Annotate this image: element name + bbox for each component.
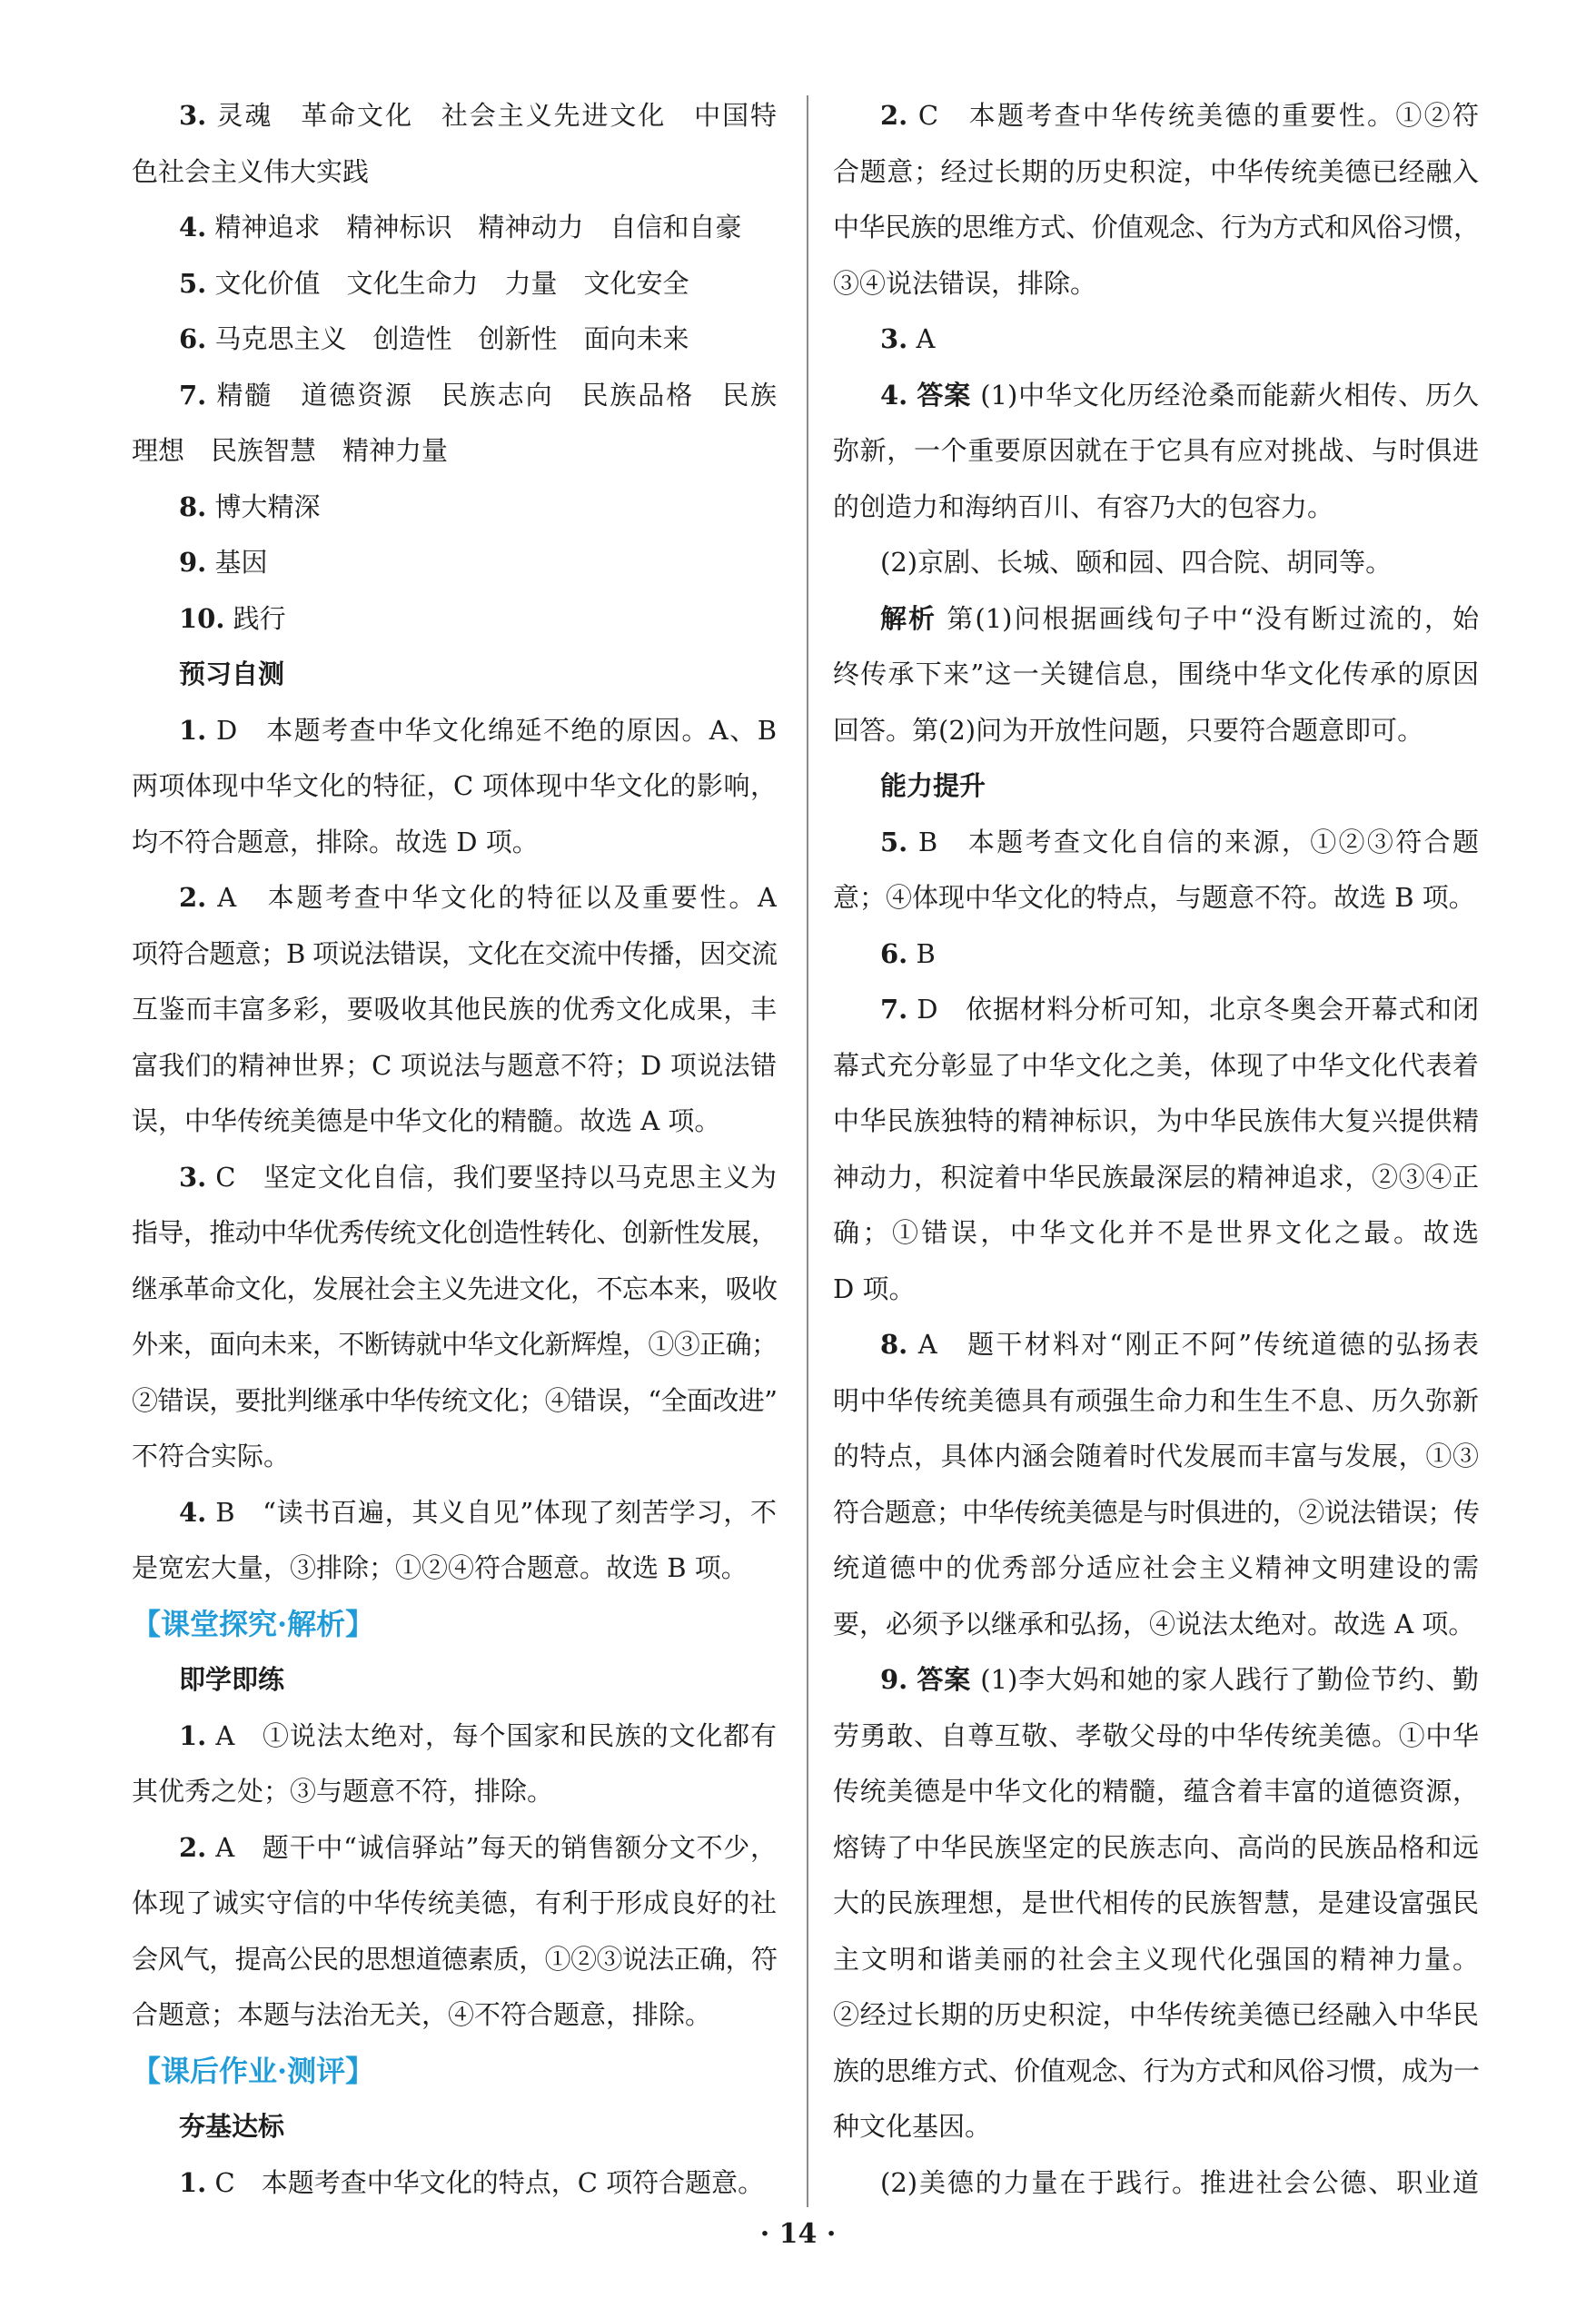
text-line xyxy=(132,423,777,480)
line-text: 是宽宏大量，③排除；①②④符合题意。故选 B 项。 xyxy=(132,1552,748,1583)
text-line xyxy=(833,1429,1479,1485)
text-line xyxy=(132,1987,777,2044)
line-text: 终传承下来”这一关键信息，围绕中华文化传承的原因 xyxy=(833,659,1479,689)
line-text: 确；①错误，中华文化并不是世界文化之最。故选 xyxy=(833,1217,1479,1248)
text-line xyxy=(132,1764,777,1820)
text-line xyxy=(132,144,777,201)
text-line xyxy=(132,982,777,1038)
line-text: B xyxy=(916,937,936,969)
text-line xyxy=(132,1373,777,1430)
text-line xyxy=(833,1987,1479,2044)
line-text: 的特点，具体内涵会随着时代发展而丰富与发展，①③ xyxy=(833,1441,1479,1471)
item-number: 1. xyxy=(179,714,207,746)
text-line xyxy=(833,144,1479,201)
line-text: ③④说法错误，排除。 xyxy=(833,267,1097,299)
text-line xyxy=(833,2099,1479,2155)
line-text: 会风气，提高公民的思想道德素质，①②③说法正确，符 xyxy=(132,1943,777,1975)
text-line xyxy=(132,1429,777,1485)
text-line xyxy=(833,1038,1479,1095)
line-text: ②错误，要批判继承中华传统文化；④错误，“全面改进” xyxy=(132,1384,777,1416)
answer-item-6 xyxy=(132,312,777,368)
line-text: A xyxy=(916,323,936,354)
answer-item-2 xyxy=(132,1820,777,1877)
line-text: 熔铸了中华民族坚定的民族志向、高尚的民族品格和远 xyxy=(833,1831,1479,1863)
line-text: (1)中华文化历经沧桑而能薪火相传、历久 xyxy=(980,379,1479,411)
text-line xyxy=(833,535,1479,591)
line-text: 传统美德是中华文化的精髓，蕴含着丰富的道德资源， xyxy=(833,1776,1479,1807)
text-line xyxy=(132,926,777,983)
item-number: 2. xyxy=(880,100,908,131)
text-line xyxy=(833,1150,1479,1206)
line-text: 族的思维方式、价值观念、行为方式和风俗习惯，成为一 xyxy=(833,2055,1479,2086)
text-line xyxy=(833,1485,1479,1541)
answer-item-10 xyxy=(132,591,777,648)
line-text: 不符合实际。 xyxy=(132,1441,291,1471)
line-text: C 本题考查中华传统美德的重要性。①②符 xyxy=(917,100,1479,131)
line-text: 符合题意；中华传统美德是与时俱进的，②说法错误；传 xyxy=(833,1496,1479,1528)
text-line xyxy=(833,423,1479,480)
line-text: 外来，面向未来，不断铸就中华文化新辉煌，①③正确； xyxy=(132,1329,777,1360)
page-number: · 14 · xyxy=(759,2218,837,2250)
line-text: 大的民族理想，是世代相传的民族智慧，是建设富强民 xyxy=(833,1887,1479,1918)
text-line xyxy=(132,1262,777,1318)
text-line xyxy=(132,1094,777,1150)
line-text: 统道德中的优秀部分适应社会主义精神文明建设的需 xyxy=(833,1552,1479,1583)
answer-item-2 xyxy=(132,870,777,926)
text-line xyxy=(132,1317,777,1373)
answer-label: 答案 xyxy=(917,1664,972,1695)
text-line xyxy=(132,1932,777,1988)
subsection-heading: 能力提升 xyxy=(880,770,986,801)
text-line xyxy=(833,647,1479,703)
text-line xyxy=(833,1764,1479,1820)
line-text: 中华民族的思维方式、价值观念、行为方式和风俗习惯， xyxy=(833,212,1479,243)
section-heading: 【课堂探究·解析】 xyxy=(132,1606,375,1641)
text-line xyxy=(132,1038,777,1095)
right-column xyxy=(833,88,1479,2211)
line-text: 明中华传统美德具有顽强生命力和生生不息、历久弥新 xyxy=(833,1384,1479,1416)
text-line xyxy=(132,1205,777,1262)
text-line xyxy=(833,2044,1479,2100)
answer-item-7 xyxy=(833,982,1479,1038)
item-number: 9. xyxy=(179,547,207,578)
item-number: 5. xyxy=(179,267,207,299)
line-text: 第(1)问根据画线句子中“没有断过流的，始 xyxy=(947,602,1479,634)
answer-item-8 xyxy=(132,480,777,536)
line-text: 劳勇敢、自尊互敬、孝敬父母的中华传统美德。①中华 xyxy=(833,1719,1479,1751)
answer-item-4 xyxy=(132,200,777,256)
text-line xyxy=(833,480,1479,536)
line-text: A 题干材料对“刚正不阿”传统道德的弘扬表 xyxy=(917,1329,1479,1360)
line-text: A 题干中“诚信驿站”每天的销售额分文不少， xyxy=(215,1831,777,1863)
text-line xyxy=(833,1597,1479,1653)
answer-item-8 xyxy=(833,1317,1479,1373)
text-line xyxy=(132,1540,777,1597)
answer-item-9 xyxy=(132,535,777,591)
item-number: 9. xyxy=(880,1664,908,1695)
answer-item-2 xyxy=(833,88,1479,144)
item-number: 10. xyxy=(179,602,225,634)
line-text: 神动力，积淀着中华民族最深层的精神追求，②③④正 xyxy=(833,1161,1479,1193)
answer-item-4 xyxy=(132,1485,777,1541)
answer-item-3 xyxy=(132,1150,777,1206)
line-text: 灵魂 革命文化 社会主义先进文化 中国特 xyxy=(216,100,777,131)
item-number: 3. xyxy=(880,323,908,354)
item-number: 4. xyxy=(880,379,908,411)
text-line xyxy=(833,1540,1479,1597)
line-text: 意；④体现中华文化的特点，与题意不符。故选 B 项。 xyxy=(833,882,1475,913)
line-text: 互鉴而丰富多彩，要吸收其他民族的优秀文化成果，丰 xyxy=(132,994,777,1025)
item-number: 3. xyxy=(179,100,207,131)
answer-item-1 xyxy=(132,1709,777,1765)
text-line xyxy=(833,2155,1479,2212)
line-text: 弥新，一个重要原因就在于它具有应对挑战、与时俱进 xyxy=(833,435,1479,466)
text-line xyxy=(833,703,1479,759)
line-text: 种文化基因。 xyxy=(833,2111,992,2142)
answer-item-1 xyxy=(132,2155,777,2212)
section-heading: 【课后作业·测评】 xyxy=(132,2053,375,2088)
item-number: 2. xyxy=(179,1831,207,1863)
line-text: 理想 民族智慧 精神力量 xyxy=(132,435,449,466)
item-number: 4. xyxy=(179,1496,207,1528)
text-line xyxy=(132,1876,777,1932)
item-number: 4. xyxy=(179,212,207,243)
answer-item-7 xyxy=(132,368,777,424)
line-text: C 本题考查中华文化的特点，C 项符合题意。 xyxy=(214,2166,765,2198)
line-text: D 依据材料分析可知，北京冬奥会开幕式和闭 xyxy=(917,994,1479,1025)
line-text: 文化价值 文化生命力 力量 文化安全 xyxy=(214,267,689,299)
line-text: B “读书百遍，其义自见”体现了刻苦学习，不 xyxy=(215,1496,777,1528)
line-text: 两项体现中华文化的特征，C 项体现中华文化的影响， xyxy=(132,770,777,801)
answer-item-4 xyxy=(833,368,1479,424)
line-text: 精髓 道德资源 民族志向 民族品格 民族 xyxy=(216,379,777,411)
item-number: 1. xyxy=(179,2166,207,2198)
subsection-heading: 夯基达标 xyxy=(179,2111,285,2142)
subsection-heading: 即学即练 xyxy=(179,1664,285,1695)
text-line xyxy=(833,1876,1479,1932)
line-text: 要，必须予以继承和弘扬，④说法太绝对。故选 A 项。 xyxy=(833,1608,1475,1639)
line-text: (1)李大妈和她的家人践行了勤俭节约、勤 xyxy=(980,1664,1479,1695)
line-text: 中华民族独特的精神标识，为中华民族伟大复兴提供精 xyxy=(833,1105,1479,1136)
line-text: 富我们的精神世界；C 项说法与题意不符；D 项说法错 xyxy=(132,1049,777,1081)
line-text: 项符合题意；B 项说法错误，文化在交流中传播，因交流 xyxy=(132,937,777,969)
line-text: 均不符合题意，排除。故选 D 项。 xyxy=(132,826,539,857)
line-text: 践行 xyxy=(233,602,286,634)
text-line xyxy=(833,200,1479,256)
line-text: (2)京剧、长城、颐和园、四合院、胡同等。 xyxy=(880,547,1393,578)
left-column xyxy=(132,88,777,2211)
line-text: 合题意；本题与法治无关，④不符合题意，排除。 xyxy=(132,1999,712,2030)
subsection-heading: 预习自测 xyxy=(179,659,285,689)
item-number: 7. xyxy=(880,994,908,1025)
line-text: 精神追求 精神标识 精神动力 自信和自豪 xyxy=(214,212,742,243)
item-number: 2. xyxy=(179,882,207,913)
line-text: (2)美德的力量在于践行。推进社会公德、职业道 xyxy=(880,2166,1479,2198)
text-line xyxy=(833,1205,1479,1262)
answer-item-5 xyxy=(833,815,1479,871)
column-divider xyxy=(807,95,808,2207)
line-text: D 本题考查中华文化绵延不绝的原因。A、B xyxy=(215,714,777,746)
text-line xyxy=(833,1709,1479,1765)
analysis-label: 解析 xyxy=(880,602,937,634)
item-number: 7. xyxy=(179,379,207,411)
item-number: 3. xyxy=(179,1161,207,1193)
line-text: A ①说法太绝对，每个国家和民族的文化都有 xyxy=(215,1719,777,1751)
item-number: 8. xyxy=(880,1329,908,1360)
item-number: 6. xyxy=(880,937,908,969)
line-text: 误，中华传统美德是中华文化的精髓。故选 A 项。 xyxy=(132,1105,721,1136)
text-line xyxy=(132,758,777,815)
item-number: 1. xyxy=(179,1719,207,1751)
answer-item-5 xyxy=(132,256,777,312)
item-number: 6. xyxy=(179,323,207,354)
line-text: 其优秀之处；③与题意不符，排除。 xyxy=(132,1776,554,1807)
text-line xyxy=(833,1094,1479,1150)
answer-item-6 xyxy=(833,926,1479,983)
line-text: 继承革命文化，发展社会主义先进文化，不忘本来，吸收 xyxy=(132,1273,777,1304)
line-text: 指导，推动中华优秀传统文化创造性转化、创新性发展， xyxy=(132,1217,777,1248)
line-text: D 项。 xyxy=(833,1273,916,1304)
item-number: 8. xyxy=(179,490,207,522)
item-number: 5. xyxy=(880,826,908,857)
line-text: B 本题考查文化自信的来源，①②③符合题 xyxy=(917,826,1479,857)
line-text: 回答。第(2)问为开放性问题，只要符合题意即可。 xyxy=(833,714,1424,746)
line-text: 博大精深 xyxy=(214,490,321,522)
answer-item-3 xyxy=(833,312,1479,368)
line-text: 的创造力和海纳百川、有容乃大的包容力。 xyxy=(833,490,1334,522)
analysis-line xyxy=(833,591,1479,648)
text-line xyxy=(833,256,1479,312)
answer-item-3 xyxy=(132,88,777,144)
text-line xyxy=(132,815,777,871)
line-text: 色社会主义伟大实践 xyxy=(132,155,370,187)
line-text: 合题意；经过长期的历史积淀，中华传统美德已经融入 xyxy=(833,155,1479,187)
line-text: A 本题考查中华文化的特征以及重要性。A xyxy=(217,882,777,913)
text-line xyxy=(833,870,1479,926)
line-text: C 坚定文化自信，我们要坚持以马克思主义为 xyxy=(215,1161,777,1193)
line-text: ②经过长期的历史积淀，中华传统美德已经融入中华民 xyxy=(833,1999,1479,2030)
line-text: 幕式充分彰显了中华文化之美，体现了中华文化代表着 xyxy=(833,1049,1479,1081)
line-text: 基因 xyxy=(214,547,268,578)
text-line xyxy=(833,1932,1479,1988)
line-text: 马克思主义 创造性 创新性 面向未来 xyxy=(214,323,689,354)
answer-item-9 xyxy=(833,1652,1479,1709)
text-line xyxy=(833,1262,1479,1318)
text-line xyxy=(833,1373,1479,1430)
line-text: 体现了诚实守信的中华传统美德，有利于形成良好的社 xyxy=(132,1887,777,1918)
line-text: 主文明和谐美丽的社会主义现代化强国的精神力量。 xyxy=(833,1943,1479,1975)
text-line xyxy=(833,1820,1479,1877)
answer-item-1 xyxy=(132,703,777,759)
answer-label: 答案 xyxy=(917,379,972,411)
